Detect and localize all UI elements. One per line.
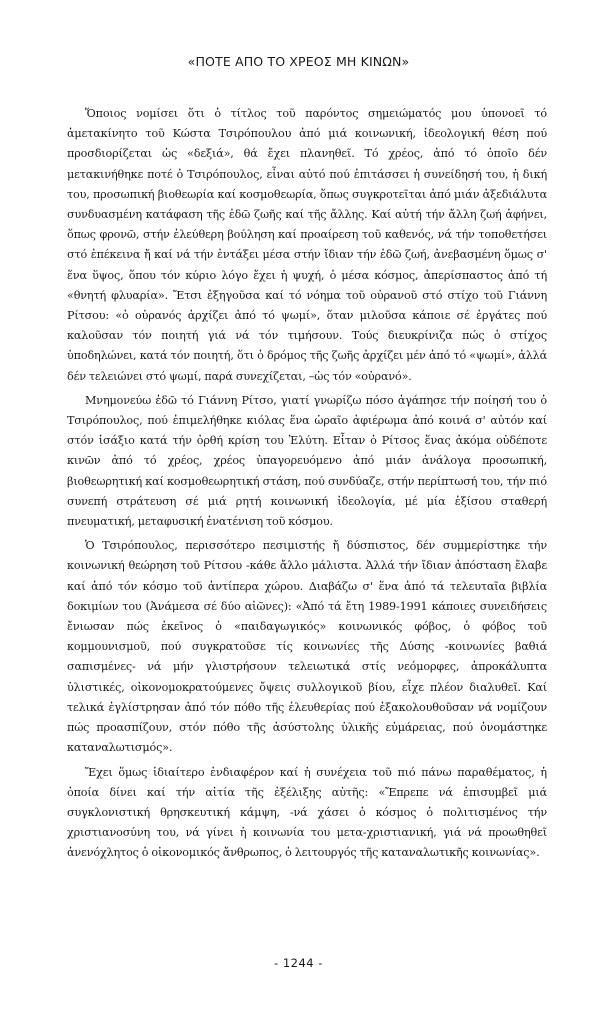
body-text [67, 104, 547, 864]
paragraph: Ἔχει ὅμως ἰδιαίτερο ἐνδιαφέρον καί ἡ συνέχεια τοῦ πιό πάνω παραθέματος, ἡ ὁποία δίνει καί τήν αἰτία τῆς ἐξέλιξης αὐτῆς: «Ἔπρεπε νά ἐπισυμβεῖ μιά συγκλονιστική θρησκευτική κάμψη, -νά χάσει ὁ κόσμος ὁ πολιτισμένος τήν χριστιανοσύνη του, νά γίνει ἡ κοινωνία του μετα-χριστιανική, γιά νά προωθηθεῖ ἀνενόχλητος ὁ οἰκονομικός ἄνθρωπος, ὁ λειτουργός τῆς καταναλωτικῆς κοινωνίας». [67, 765, 547, 860]
page-number: - 1244 - [274, 956, 323, 970]
paragraph: Ὅποιος νομίσει ὅτι ὁ τίτλος τοῦ παρόντος σημειώματός μου ὑπονοεῖ τό ἀμετακίνητο τοῦ Κώστα Τσιρόπουλου ἀπό μιά κοινωνική, ἰδεολογική θέση πού προσδιορίζεται ὡς «δεξιά», θά ἔχει πλανηθεῖ. Τό χρέος, ἀπό τό ὁποῖο δέν μετακινήθηκε ποτέ ὁ Τσιρόπουλος, εἶναι αὐτό πού ἐπιτάσσει ἡ συνείδησή του, ἡ δική του, προσωπική βιοθεωρία καί κοσμοθεωρία, ὅπως συγκροτεῖται ἀπό μιάν ἀξεδιάλυτα συνδυασμένη κατάφαση τῆς ἐδῶ ζωῆς καί τῆς ἄλλης. Καί αὐτή τήν ἄλλη ζωή ἀφήνει, ὅπως φρονῶ, στήν ἐλεύθερη βούληση καί προαίρεση τοῦ καθενός, νά τήν τοποθετήσει στό ἐπέκεινα ἤ καί νά τήν ἐντάξει μέσα στήν ἴδιαν τήν ἐδῶ ζωή, ἀνεβασμένη ὅμως σ' ἕνα ὕψος, ὅπου τόν κύριο λόγο ἔχει ἡ ψυχή, ὁ μέσα κόσμος, ἀπερίσπαστος ἀπό τή «θνητή φλυαρία». Ἔτσι ἐξηγοῦσα καί τό νόημα τοῦ οὐρανοῦ στό στίχο τοῦ Γιάννη Ρίτσου: «ὁ οὐρανός ἀρχίζει ἀπό τό ψωμί», ὅταν μιλοῦσα κάποιε σέ ἐργάτες πού καλοῦσαν τόν ποιητή γιά νά τόν τιμήσουν. Τούς διευκρίνιζα πώς ὁ στίχος ὑποδηλώνει, κατά τόν ποιητή, ὅτι ὁ δρόμος τῆς ζωῆς ἀρχίζει μέν ἀπό τό «ψωμί», ἀλλά δέν τελειώνει στό ψωμί, παρά συνεχίζεται, –ὡς τόν «οὐρανό». [67, 107, 547, 383]
page-title: «ΠΟΤΕ ΑΠΟ ΤΟ ΧΡΕΟΣ ΜΗ ΚΙΝΩΝ» [187, 54, 410, 69]
paragraph: Ὁ Τσιρόπουλος, περισσότερο πεσιμιστής ἤ δύσπιστος, δέν συμμερίστηκε τήν κοινωνική θεώρηση τοῦ Ρίτσου -κάθε ἄλλο μάλιστα. Ἀλλά τήν ἴδιαν ἀπόσταση ἔλαβε καί ἀπό τόν κόσμο τοῦ ἀντίπερα χώρου. Διαβάζω σ' ἕνα ἀπό τά τελευταῖα βιβλία δοκιμίων του (Ἀνάμεσα σέ δύο αἰῶνες): «Ἀπό τά ἔτη 1989-1991 κάποιες συνειδήσεις ἔνιωσαν πώς ἐκεῖνος ὁ «παιδαγωγικός» κοινωνικός φόβος, ὁ φόβος τοῦ κομμουνισμοῦ, πού συγκρατοῦσε τίς κοινωνίες τῆς Δύσης -κοινωνίες βαθιά σαπισμένες- νά μήν γλιστρήσουν τελειωτικά στίς νεόμορφες, ἀπροκάλυπτα ὑλιστικές, οἰκονομοκρατούμενες ὄψεις συλλογικοῦ βίου, εἶχε πλέον διαλυθεῖ. Καί τελικά ἐγλίστρησαν ἀπό τόν πόθο τῆς ἐλευθερίας πού ἐξακολουθοῦσαν νά νομίζουν πώς προασπίζουν, στόν πόθο τῆς ἀσύστολης ὑλικῆς εὐμάρειας, πού ὀνομάστηκε καταναλωτισμός». [67, 539, 547, 755]
paragraph: Μνημονεύω ἐδῶ τό Γιάννη Ρίτσο, γιατί γνωρίζω πόσο ἀγάπησε τήν ποίησή του ὁ Τσιρόπουλος, πού ἐπιμελήθηκε κιόλας ἕνα ὡραῖο ἀφιέρωμα ἀπό κοινά σ' αὐτόν καί στόν ἰσάξιο κατά τήν ὀρθή κρίση του Ἐλύτη. Εἶταν ὁ Ρίτσος ἕνας ἀκόμα οὐδέποτε κινῶν ἀπό τό χρέος, χρέος ὑπαγορευόμενο ἀπό μιάν ἀνάλογα προσωπική, βιοθεωρητική καί κοσμοθεωρητική στάση, πού συνδύαζε, στήν περίπτωσή του, τήν πιό συνεπή στράτευση σέ μιά ρητή κοινωνική ἰδεολογία, μέ μία ἐξίσου σταθερή πνευματική, μεταφυσική ἐνατένιση τοῦ κόσμου. [67, 393, 547, 529]
